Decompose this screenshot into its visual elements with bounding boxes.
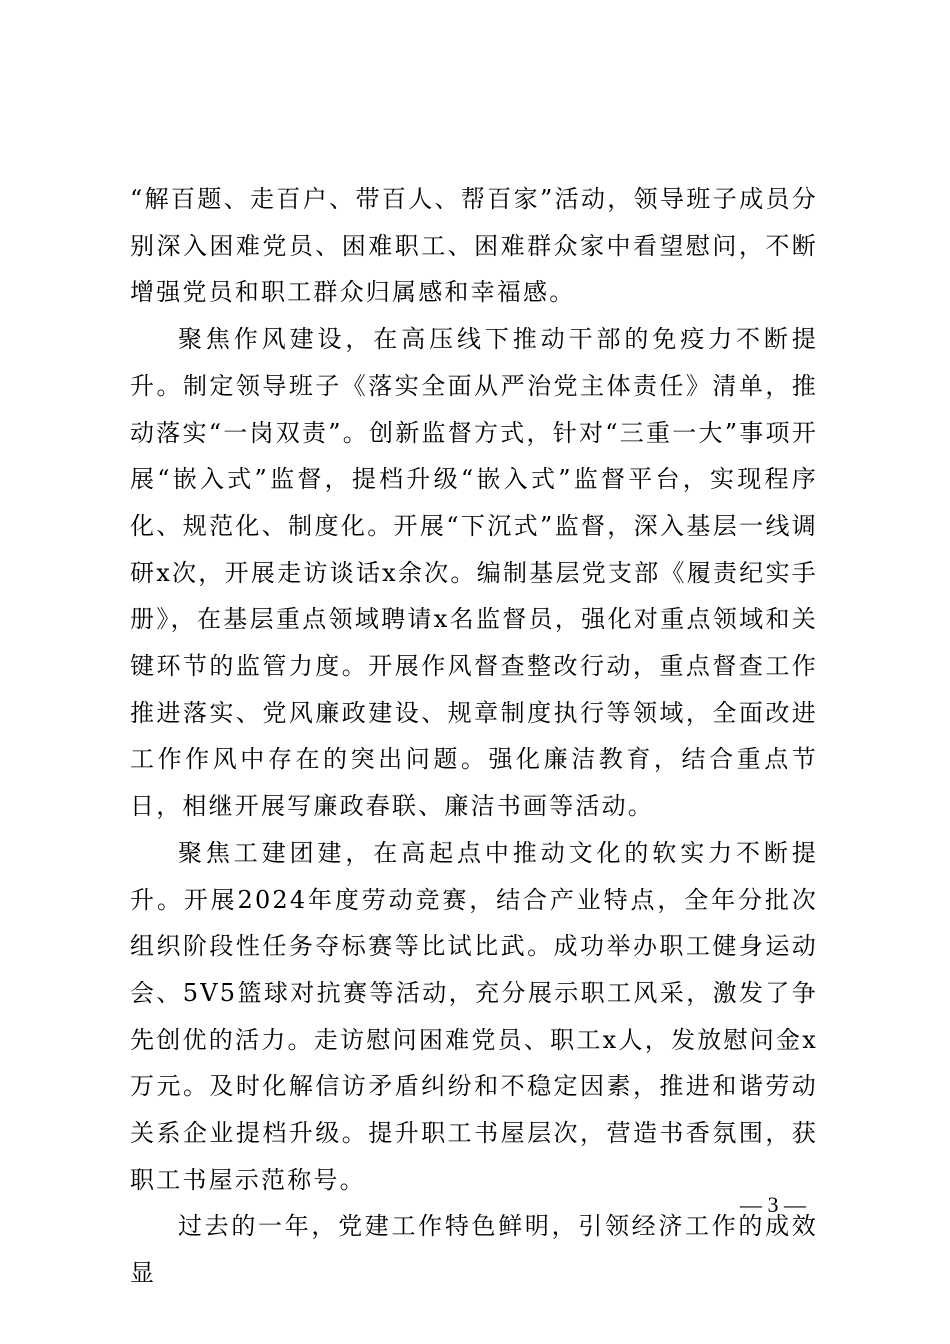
paragraph-3: 聚焦工建团建，在高起点中推动文化的软实力不断提升。开展2024年度劳动竞赛，结合产业特点，全年分批次组织阶段性任务夺标赛等比试比武。成功举办职工健身运动会、5V5篮球对抗赛等活动，充分展示职工风采，激发了争先创优的活力。走访慰问困难党员、职工x人，发放慰问金x万元。及时化解信访矛盾纠纷和不稳定因素，推进和谐劳动关系企业提档升级。提升职工书屋层次，营造书香氛围，获职工书屋示范称号。	[130, 838, 818, 1194]
page-number: — 3 —	[740, 1192, 806, 1217]
paragraph-2: 聚焦作风建设，在高压线下推动干部的免疫力不断提升。制定领导班子《落实全面从严治党主体责任》清单，推动落实“一岗双责”。创新监督方式，针对“三重一大”事项开展“嵌入式”监督，提档升级“嵌入式”监督平台，实现程序化、规范化、制度化。开展“下沉式”监督，深入基层一线调研x次，开展走访谈话x余次。编制基层党支部《履责纪实手册》，在基层重点领域聘请x名监督员，强化对重点领域和关键环节的监管力度。开展作风督查整改行动，重点督查工作推进落实、党风廉政建设、规章制度执行等领域，全面改进工作作风中存在的突出问题。强化廉洁教育，结合重点节日，相继开展写廉政春联、廉洁书画等活动。	[130, 325, 818, 821]
document-body	[130, 176, 818, 1297]
paragraph-1: “解百题、走百户、带百人、帮百家”活动，领导班子成员分别深入困难党员、困难职工、困难群众家中看望慰问，不断增强党员和职工群众归属感和幸福感。	[130, 185, 818, 307]
paragraph-4: 过去的一年，党建工作特色鲜明，引领经济工作的成效显	[130, 1212, 818, 1288]
